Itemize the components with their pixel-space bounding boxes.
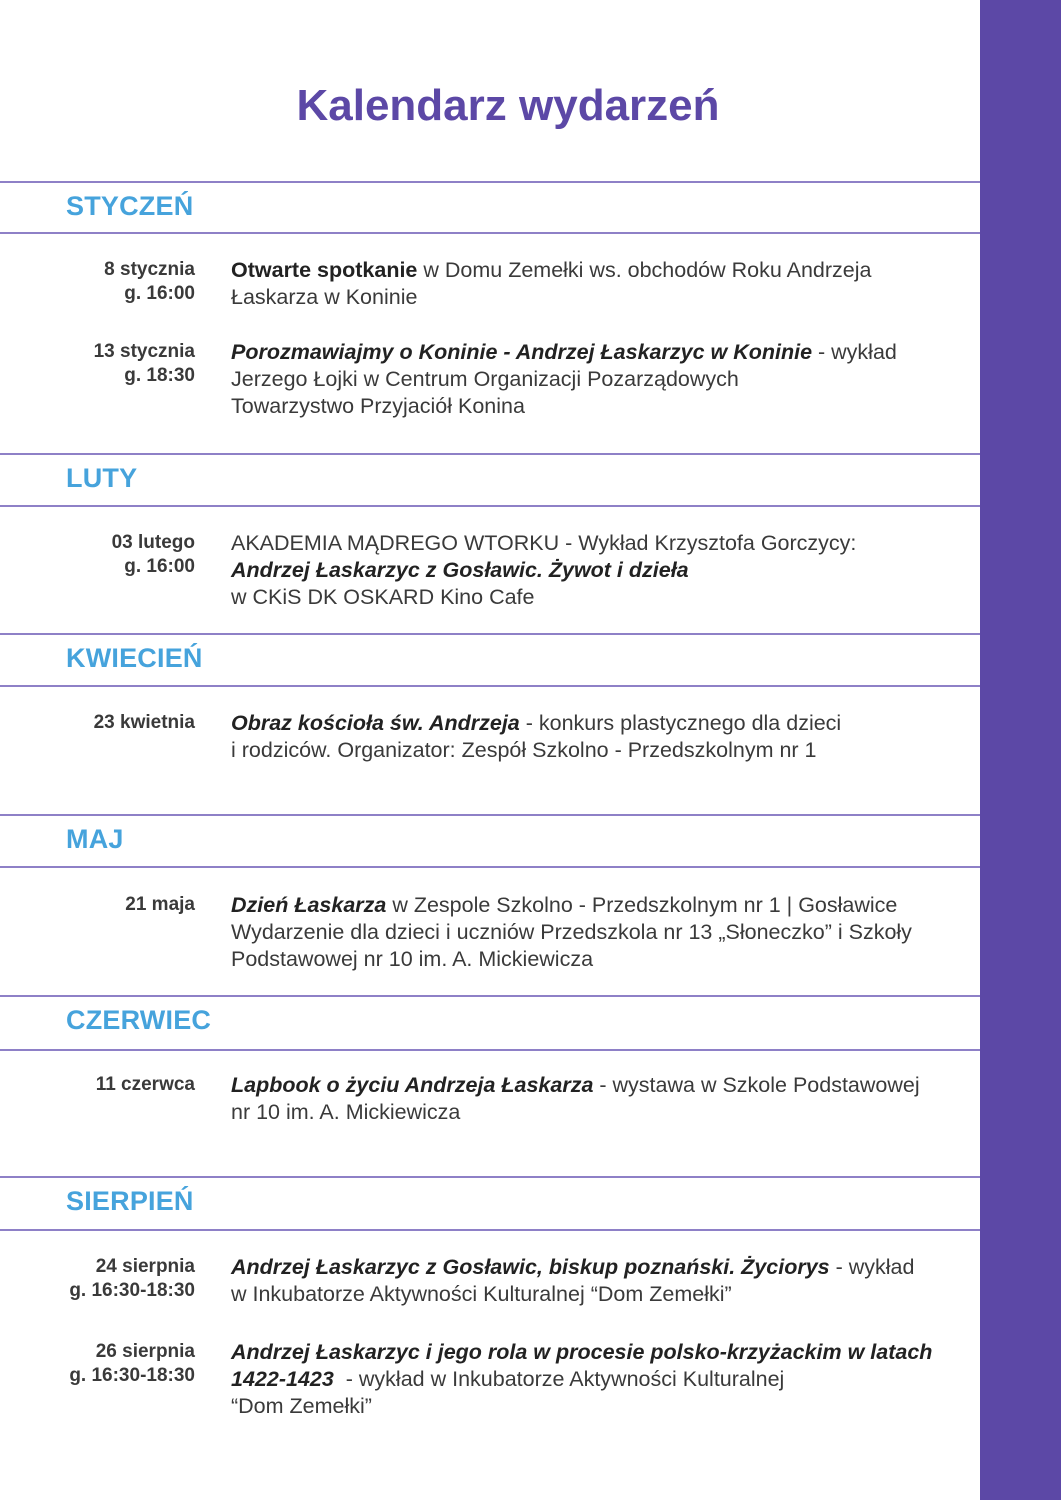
event-date <box>40 258 195 306</box>
month-heading-styczen: STYCZEŃ <box>66 191 194 221</box>
event-text: - wykład <box>812 340 897 364</box>
event-time: g. 16:00 <box>124 283 195 304</box>
divider <box>0 181 980 183</box>
divider <box>0 1049 980 1051</box>
event-text: Łaskarza w Koninie <box>231 285 418 309</box>
event-title: Dzień Łaskarza <box>231 893 387 917</box>
event-text: w CKiS DK OSKARD Kino Cafe <box>231 585 535 609</box>
event-title: Andrzej Łaskarzyc z Gosławic. Żywot i dzieła <box>231 558 689 582</box>
event-description <box>231 530 961 611</box>
event-description <box>231 1254 961 1308</box>
event-date-day: 21 maja <box>125 894 195 915</box>
event-title: 1422-1423 <box>231 1367 334 1391</box>
event-date <box>40 1073 195 1097</box>
event-text: w Zespole Szkolno - Przedszkolnym nr 1 | Gosławice <box>386 893 898 917</box>
event-date <box>40 1255 195 1303</box>
event-date-day: 11 czerwca <box>95 1074 195 1095</box>
event-title: Andrzej Łaskarzyc z Gosławic, biskup poznański. Życiorys <box>231 1255 830 1279</box>
month-heading-luty: LUTY <box>66 463 138 493</box>
event-time: g. 16:30-18:30 <box>69 1365 195 1386</box>
event-text: - wykład <box>829 1255 915 1279</box>
month-heading-kwiecien: KWIECIEŃ <box>66 643 203 673</box>
divider <box>0 866 980 868</box>
event-title: Obraz kościoła św. Andrzeja <box>231 711 520 735</box>
month-heading-czerwiec: CZERWIEC <box>66 1005 212 1035</box>
event-text: Podstawowej nr 10 im. A. Mickiewicza <box>231 947 594 971</box>
event-description <box>231 1072 961 1126</box>
event-time: g. 16:00 <box>124 556 195 577</box>
divider <box>0 633 980 635</box>
event-text: w Inkubatorze Aktywności Kulturalnej “Dom Zemełki” <box>231 1282 732 1306</box>
event-date-day: 26 sierpnia <box>95 1341 195 1362</box>
divider <box>0 1176 980 1178</box>
divider <box>0 1229 980 1231</box>
event-description <box>231 710 961 764</box>
event-date-day: 13 stycznia <box>93 341 195 362</box>
event-text: w Domu Zemełki ws. obchodów Roku Andrzeja <box>417 258 872 282</box>
event-text: - konkurs plastycznego dla dzieci <box>519 711 842 735</box>
event-date <box>40 893 195 917</box>
event-date-day: 03 lutego <box>111 532 195 553</box>
event-time: g. 16:30-18:30 <box>69 1280 195 1301</box>
event-date <box>40 340 195 388</box>
event-date <box>40 1340 195 1388</box>
event-date <box>40 711 195 735</box>
event-description <box>231 892 961 973</box>
divider <box>0 685 980 687</box>
event-text: AKADEMIA MĄDREGO WTORKU - Wykład Krzysztofa Gorczycy: <box>231 531 857 555</box>
event-text: Jerzego Łojki w Centrum Organizacji Pozarządowych <box>231 367 739 391</box>
divider <box>0 995 980 997</box>
event-text: nr 10 im. A. Mickiewicza <box>231 1100 461 1124</box>
event-text: i rodziców. Organizator: Zespół Szkolno - Przedszkolnym nr 1 <box>231 738 817 762</box>
sidebar-band <box>980 0 1061 1500</box>
event-title: Lapbook o życiu Andrzeja Łaskarza <box>231 1073 594 1097</box>
month-heading-maj: MAJ <box>66 824 124 854</box>
event-date <box>40 531 195 579</box>
page-title: Kalendarz wydarzeń <box>296 81 720 130</box>
month-heading-sierpien: SIERPIEŃ <box>66 1186 194 1216</box>
divider <box>0 232 980 234</box>
divider <box>0 814 980 816</box>
event-description <box>231 257 961 311</box>
event-date-day: 8 stycznia <box>104 259 195 280</box>
event-date-day: 23 kwietnia <box>93 712 195 733</box>
event-date-day: 24 sierpnia <box>95 1256 195 1277</box>
event-time: g. 18:30 <box>124 365 195 386</box>
divider <box>0 453 980 455</box>
event-title: Otwarte spotkanie <box>231 258 418 282</box>
event-text: - wykład w Inkubatorze Aktywności Kulturalnej <box>333 1367 785 1391</box>
event-text: “Dom Zemełki” <box>231 1394 372 1418</box>
event-text: - wystawa w Szkole Podstawowej <box>593 1073 920 1097</box>
event-title: Porozmawiajmy o Koninie - Andrzej Łaskarzyc w Koninie <box>231 340 813 364</box>
event-text: Wydarzenie dla dzieci i uczniów Przedszkola nr 13 „Słoneczko” i Szkoły <box>231 920 912 944</box>
event-title: Andrzej Łaskarzyc i jego rola w procesie polsko-krzyżackim w latach <box>231 1340 933 1364</box>
event-description <box>231 339 961 420</box>
divider <box>0 505 980 507</box>
event-description <box>231 1339 961 1420</box>
event-text: Towarzystwo Przyjaciół Konina <box>231 394 525 418</box>
